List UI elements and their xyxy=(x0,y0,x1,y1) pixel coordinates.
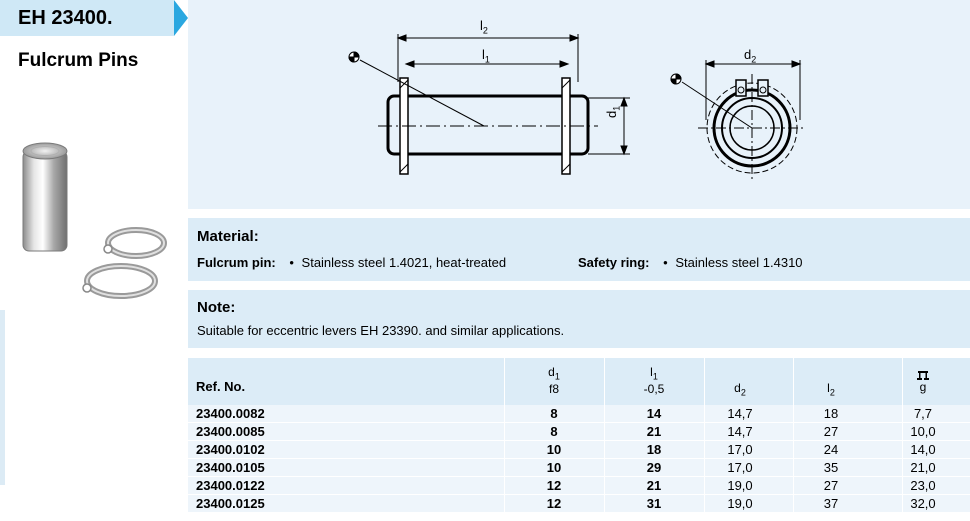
safety-ring-material xyxy=(578,255,803,270)
table-row xyxy=(188,459,970,477)
cell-d2: 17,0 xyxy=(727,442,753,457)
material-heading: Material: xyxy=(197,228,259,245)
cell-d2: 19,0 xyxy=(727,496,753,511)
dimensions-table xyxy=(188,358,970,513)
cell-d1: 12 xyxy=(546,478,562,493)
cell-ref-no: 23400.0102 xyxy=(196,442,265,457)
cell-l2: 27 xyxy=(823,478,839,493)
technical-drawing-panel xyxy=(188,0,970,209)
ring-photo-lower xyxy=(83,266,155,296)
cell-d2: 14,7 xyxy=(727,424,753,439)
product-photo xyxy=(14,135,174,305)
document-title: Fulcrum Pins xyxy=(18,50,139,71)
d1-dimension-label: $d_1$ xyxy=(604,105,622,118)
cell-ref-no: 23400.0125 xyxy=(196,496,265,511)
cell-l2: 35 xyxy=(823,460,839,475)
cell-d1: 8 xyxy=(550,424,558,439)
cell-d2: 17,0 xyxy=(727,460,753,475)
bullet-icon: • xyxy=(663,255,668,270)
cell-l2: 18 xyxy=(823,406,839,421)
l1-dimension-label: $l_1$ xyxy=(482,47,490,65)
cell-l2: 24 xyxy=(823,442,839,457)
note-panel xyxy=(188,290,970,348)
header-l1: $l_1$ -0,5 xyxy=(604,366,704,413)
cell-l2: 27 xyxy=(823,424,839,439)
document-code: EH 23400. xyxy=(18,7,113,29)
left-edge-strip xyxy=(0,310,5,485)
table-body xyxy=(188,405,970,513)
safety-ring-value: Stainless steel 1.4310 xyxy=(675,255,803,270)
cell-d1: 8 xyxy=(550,406,558,421)
material-panel xyxy=(188,218,970,281)
cell-ref-no: 23400.0105 xyxy=(196,460,265,475)
note-text: Suitable for eccentric levers EH 23390. and similar applications. xyxy=(197,323,565,338)
cell-d1: 10 xyxy=(546,460,562,475)
technical-drawing xyxy=(188,0,970,209)
cell-l1: 21 xyxy=(646,478,662,493)
cell-ref-no: 23400.0085 xyxy=(196,424,265,439)
note-heading: Note: xyxy=(197,299,236,316)
cell-d1: 10 xyxy=(546,442,562,457)
table-row xyxy=(188,495,970,513)
cell-l1: 29 xyxy=(646,460,662,475)
header-d1: $d_1$ f8 xyxy=(504,366,604,413)
safety-ring-label: Safety ring: xyxy=(578,255,650,270)
header-weight-unit: g xyxy=(919,380,927,394)
cell-l1: 31 xyxy=(646,496,662,511)
title-arrow-icon xyxy=(174,0,188,36)
cell-weight: 10,0 xyxy=(910,424,936,439)
fulcrum-pin-label: Fulcrum pin: xyxy=(197,255,276,270)
cell-ref-no: 23400.0122 xyxy=(196,478,265,493)
cell-d2: 19,0 xyxy=(727,478,753,493)
pin-photo xyxy=(23,143,67,251)
header-d2: $d_2$ xyxy=(734,381,746,398)
d2-dimension-label: $d_2$ xyxy=(744,47,757,65)
cell-l2: 37 xyxy=(823,496,839,511)
table-row xyxy=(188,423,970,441)
bullet-icon: • xyxy=(289,255,294,270)
cell-weight: 21,0 xyxy=(910,460,936,475)
header-ref-no: Ref. No. xyxy=(196,379,246,394)
cell-ref-no: 23400.0082 xyxy=(196,406,265,421)
fulcrum-pin-material xyxy=(197,255,506,270)
cell-d2: 14,7 xyxy=(727,406,753,421)
cell-l1: 18 xyxy=(646,442,662,457)
header-l2: $l_2$ xyxy=(827,381,835,398)
cell-l1: 14 xyxy=(646,406,662,421)
header-d1-tolerance: f8 xyxy=(548,382,559,397)
l2-dimension-label: $l_2$ xyxy=(480,18,488,36)
cell-l1: 21 xyxy=(646,424,662,439)
table-row xyxy=(188,441,970,459)
cell-weight: 32,0 xyxy=(910,496,936,511)
cell-d1: 12 xyxy=(546,496,562,511)
table-row xyxy=(188,405,970,423)
table-row xyxy=(188,477,970,495)
table-header xyxy=(188,358,970,405)
header-l1-tolerance: -0,5 xyxy=(643,382,665,397)
ring-photo-upper xyxy=(104,230,164,256)
fulcrum-pin-value: Stainless steel 1.4021, heat-treated xyxy=(301,255,507,270)
cell-weight: 14,0 xyxy=(910,442,936,457)
cell-weight: 7,7 xyxy=(913,406,933,421)
cell-weight: 23,0 xyxy=(910,478,936,493)
